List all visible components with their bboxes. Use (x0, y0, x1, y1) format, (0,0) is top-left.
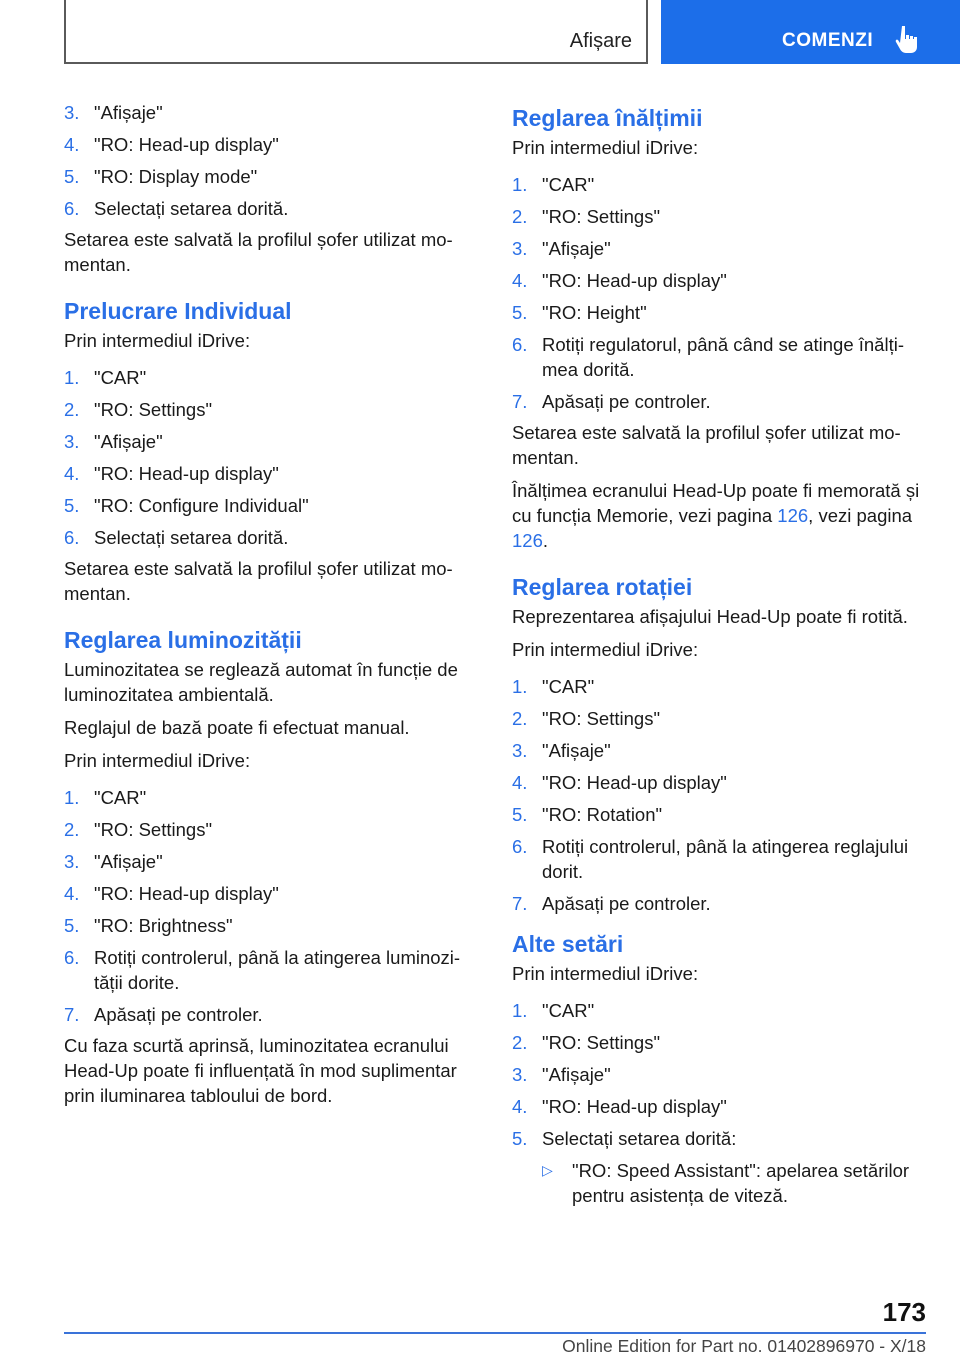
list-item: 6. Selectați setarea dorită. (64, 527, 289, 548)
list-item: 2. "RO: Settings" (512, 708, 661, 729)
page-link[interactable]: 126 (777, 505, 809, 526)
other-settings-steps (512, 998, 922, 1151)
paragraph-low-beam: Cu faza scurtă aprinsă, luminozitatea ecranului Head-Up poate fi influențată în mod suplimentar prin iluminarea tabloului de bord. (64, 1035, 457, 1106)
list-item: 3. "Afișaje" (64, 851, 163, 872)
list-item: 1. "CAR" (512, 676, 595, 697)
right-column (512, 100, 922, 1208)
list-item: 5. Selectați setarea dorită: (512, 1128, 737, 1149)
footer-divider (64, 1332, 926, 1334)
list-item: 1. "CAR" (64, 367, 147, 388)
chapter-tab-label: COMENZI (782, 30, 874, 51)
list-item: 2. "RO: Settings" (512, 1032, 661, 1053)
chapter-tab[interactable] (661, 0, 960, 64)
paragraph-auto-brightness: Luminozitatea se reglează automat în funcție de luminozitatea ambientală. (64, 659, 458, 705)
list-item: 7. Apăsați pe controler. (64, 1004, 263, 1025)
paragraph-idrive: Prin intermediul iDrive: (64, 750, 251, 771)
paragraph-idrive: Prin intermediul iDrive: (512, 639, 699, 660)
list-item: 2. "RO: Settings" (64, 819, 213, 840)
edition-footer: Online Edition for Part no. 01402896970 - X/18 (562, 1336, 926, 1356)
left-column (64, 100, 474, 1108)
display-mode-steps (64, 100, 474, 221)
individual-steps (64, 365, 474, 550)
list-item: 4. "RO: Head-up display" (64, 883, 279, 904)
list-item: 5. "RO: Brightness" (64, 915, 233, 936)
list-item: 4. "RO: Head-up display" (64, 134, 279, 155)
paragraph-saved: Setarea este salvată la profilul șofer utilizat momentan. (64, 229, 453, 275)
list-item: 6. Rotiți controlerul, până la atingerea reglajului dorit. (512, 836, 909, 882)
list-item: 6. Selectați setarea dorită. (64, 198, 289, 219)
height-steps (512, 172, 922, 414)
triangle-bullet-icon: ▷ (542, 1162, 553, 1178)
list-item: 1. "CAR" (512, 174, 595, 195)
paragraph-rotation: Reprezentarea afișajului Head-Up poate fi rotită. (512, 606, 908, 627)
paragraph-saved: Setarea este salvată la profilul șofer utilizat momentan. (64, 558, 453, 604)
list-item: 1. "CAR" (64, 787, 147, 808)
list-item: 4. "RO: Head-up display" (512, 270, 727, 291)
brightness-steps (64, 785, 474, 1027)
pointing-hand-icon (895, 24, 921, 54)
paragraph-manual: Reglajul de bază poate fi efectuat manual. (64, 717, 410, 738)
list-item: 3. "Afișaje" (64, 102, 163, 123)
heading-rotation: Reglarea rotației (512, 574, 693, 600)
list-item: 2. "RO: Settings" (64, 399, 213, 420)
page-link[interactable]: 126 (512, 530, 543, 551)
header-box (64, 0, 648, 64)
list-item: 5. "RO: Display mode" (64, 166, 258, 187)
section-title: Afișare (569, 30, 632, 52)
list-item: 2. "RO: Settings" (512, 206, 661, 227)
list-item: 3. "Afișaje" (512, 1064, 611, 1085)
list-item: 3. "Afișaje" (64, 431, 163, 452)
page-number: 173 (882, 1297, 926, 1327)
list-item: 3. "Afișaje" (512, 740, 611, 761)
list-item: 7. Apăsați pe controler. (512, 893, 711, 914)
heading-individual: Prelucrare Individual (64, 298, 292, 324)
paragraph-memory: Înălțimea ecranului Head-Up poate fi memorată și cu funcția Memorie, vezi pagina 126, vezi pagina 126. (512, 480, 920, 551)
list-item: 5. "RO: Rotation" (512, 804, 663, 825)
list-item: 5. "RO: Height" (512, 302, 647, 323)
heading-brightness: Reglarea luminozității (64, 627, 302, 653)
heading-height: Reglarea înălțimii (512, 105, 703, 131)
list-item: 7. Apăsați pe controler. (512, 391, 711, 412)
rotation-steps (512, 674, 922, 916)
list-item: 1. "CAR" (512, 1000, 595, 1021)
paragraph-idrive: Prin intermediul iDrive: (512, 963, 699, 984)
heading-other-settings: Alte setări (512, 931, 624, 957)
paragraph-saved: Setarea este salvată la profilul șofer utilizat momentan. (512, 422, 901, 468)
list-item: 4. "RO: Head-up display" (512, 1096, 727, 1117)
paragraph-idrive: Prin intermediul iDrive: (64, 330, 251, 351)
list-item: 6. Rotiți controlerul, până la atingerea luminozității dorite. (64, 947, 461, 993)
list-item: 4. "RO: Head-up display" (64, 463, 279, 484)
list-item: 4. "RO: Head-up display" (512, 772, 727, 793)
sub-list-item: ▷ "RO: Speed Assistant": apelarea setărilor pentru asistența de viteză. (542, 1160, 910, 1206)
list-item: 3. "Afișaje" (512, 238, 611, 259)
paragraph-idrive: Prin intermediul iDrive: (512, 137, 699, 158)
list-item: 6. Rotiți regulatorul, până când se atinge înălțimea dorită. (512, 334, 905, 380)
list-item: 5. "RO: Configure Individual" (64, 495, 309, 516)
